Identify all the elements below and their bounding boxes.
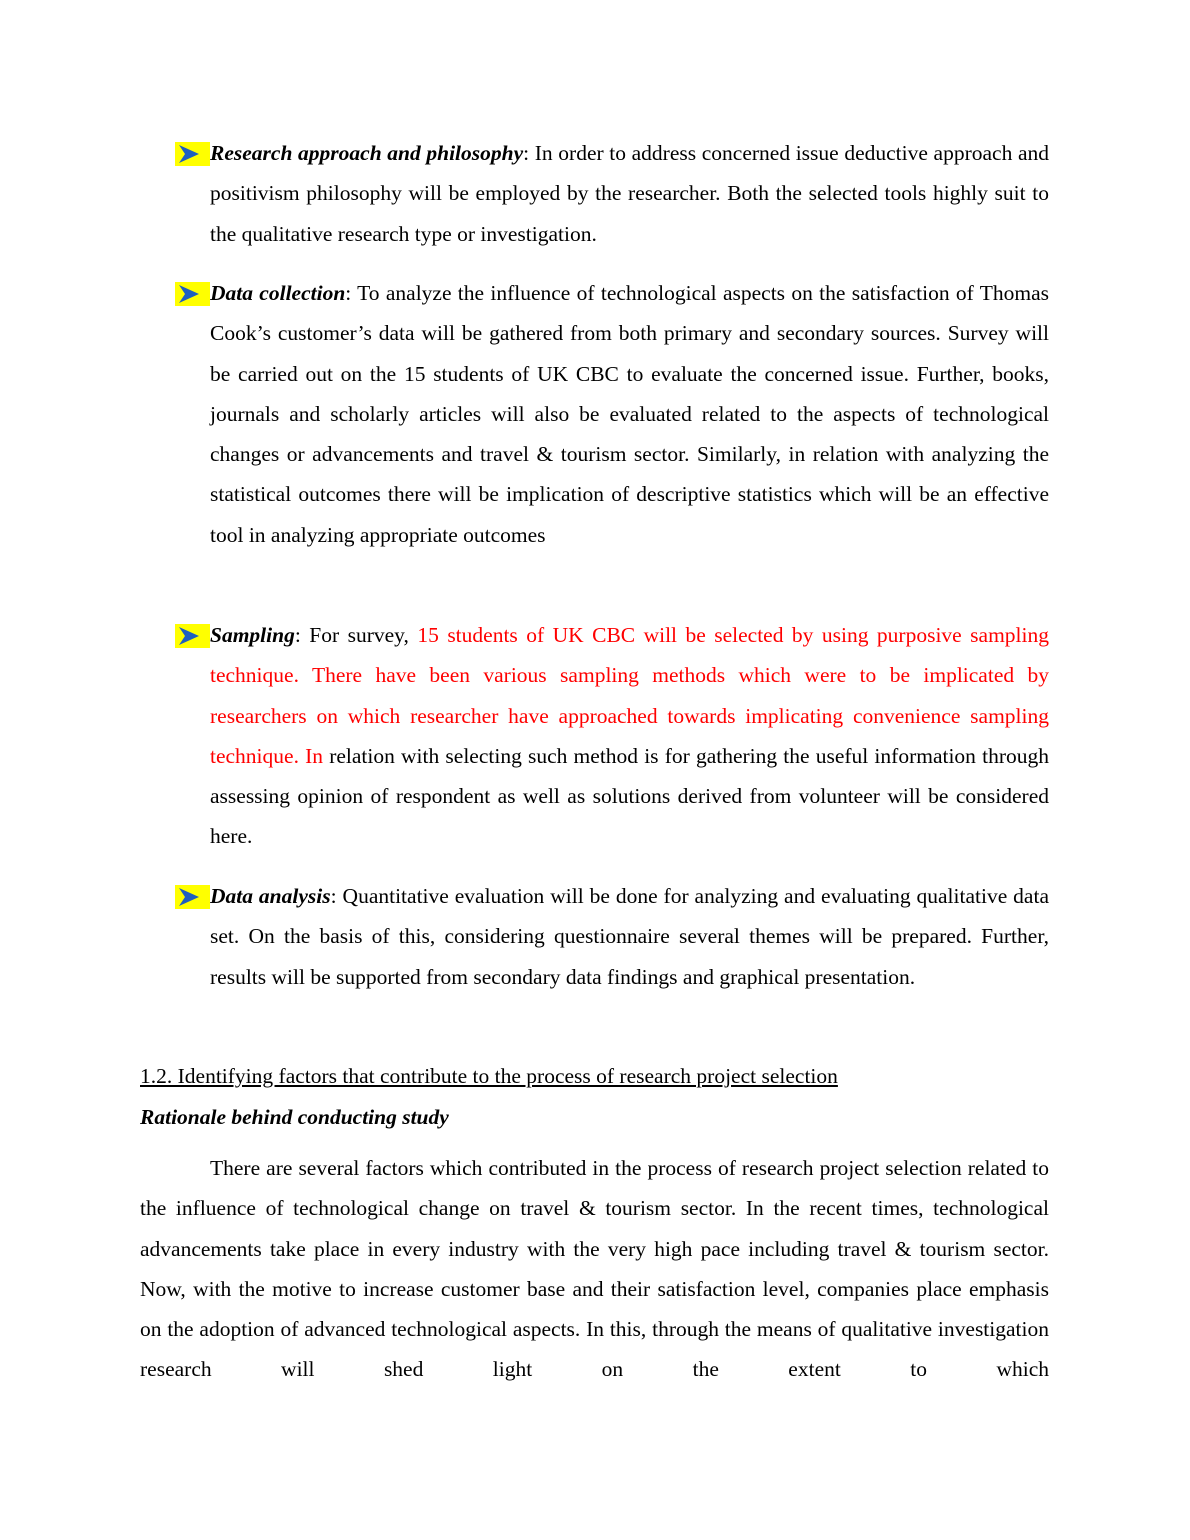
bullet-text [210, 615, 1049, 857]
bullet-highlight [175, 624, 210, 648]
bullet-body-red: 15 students of UK CBC will be selected by using purposive sampling technique. There have been various sampling methods which were to be implicated by researchers on which researcher have approached towards implicating convenience sampling technique. In [210, 623, 1049, 768]
bullet-highlight [175, 142, 210, 166]
bullet-body: To analyze the influence of technological aspects on the satisfaction of Thomas Cook’s customer’s data will be gathered from both primary and secondary sources. Survey will be carried out on the 15 students of UK CBC to evaluate the concerned issue. Further, books, journals and scholarly articles will also be evaluated related to the aspects of technological changes or advancements and travel & tourism sector. Similarly, in relation with analyzing the statistical outcomes there will be implication of descriptive statistics which will be an effective tool in analyzing appropriate outcomes [210, 281, 1049, 547]
bullet-body: Quantitative evaluation will be done for analyzing and evaluating qualitative data set. On the basis of this, considering questionnaire several themes will be prepared. Further, results will be supported from secondary data findings and graphical presentation. [210, 884, 1049, 989]
arrowhead-bullet-icon [178, 284, 200, 304]
bullet-data-analysis [140, 876, 1049, 997]
arrowhead-bullet-icon [178, 144, 200, 164]
bullet-colon: : [523, 141, 530, 165]
bullet-body-rest: relation with selecting such method is for gathering the useful information through assessing opinion of respondent as well as solutions derived from volunteer will be considered here. [210, 743, 1049, 849]
bullet-term: Sampling [210, 623, 295, 647]
arrowhead-bullet-icon [178, 887, 200, 907]
bullet-text [210, 273, 1049, 555]
bullet-term: Data collection [210, 281, 346, 305]
section-heading: 1.2. Identifying factors that contribute to the process of research project selection [140, 1064, 838, 1088]
bullet-sampling [140, 615, 1049, 857]
bullet-colon: : [294, 623, 301, 647]
bullet-highlight [175, 282, 210, 306]
bullet-data-collection [140, 273, 1049, 555]
arrowhead-bullet-icon [178, 626, 200, 646]
bullet-term: Data analysis [210, 884, 331, 908]
bullet-colon: : [345, 281, 352, 305]
bullet-research-approach [140, 133, 1049, 254]
bullet-body-intro: For survey, [300, 623, 418, 647]
bullet-highlight [175, 885, 210, 909]
bullet-term: Research approach and philosophy [210, 141, 524, 165]
body-paragraph: There are several factors which contributed in the process of research project selection related to the influence of technological change on travel & tourism sector. In the recent times, technological advancements take place in every industry with the very high pace including travel & tourism sector. Now, with the motive to increase customer base and their satisfaction level, companies place emphasis on the adoption of advanced technological aspects. In this, through the means of qualitative investigation research will shed light on the extent to which [140, 1156, 1049, 1382]
subheading: Rationale behind conducting study [140, 1105, 449, 1129]
bullet-text [210, 876, 1049, 997]
bullet-text [210, 133, 1049, 254]
bullet-colon: : [330, 884, 337, 908]
bullet-body: In order to address concerned issue deductive approach and positivism philosophy will be employed by the researcher. Both the selected tools highly suit to the qualitative research type or investigation. [210, 141, 1049, 246]
